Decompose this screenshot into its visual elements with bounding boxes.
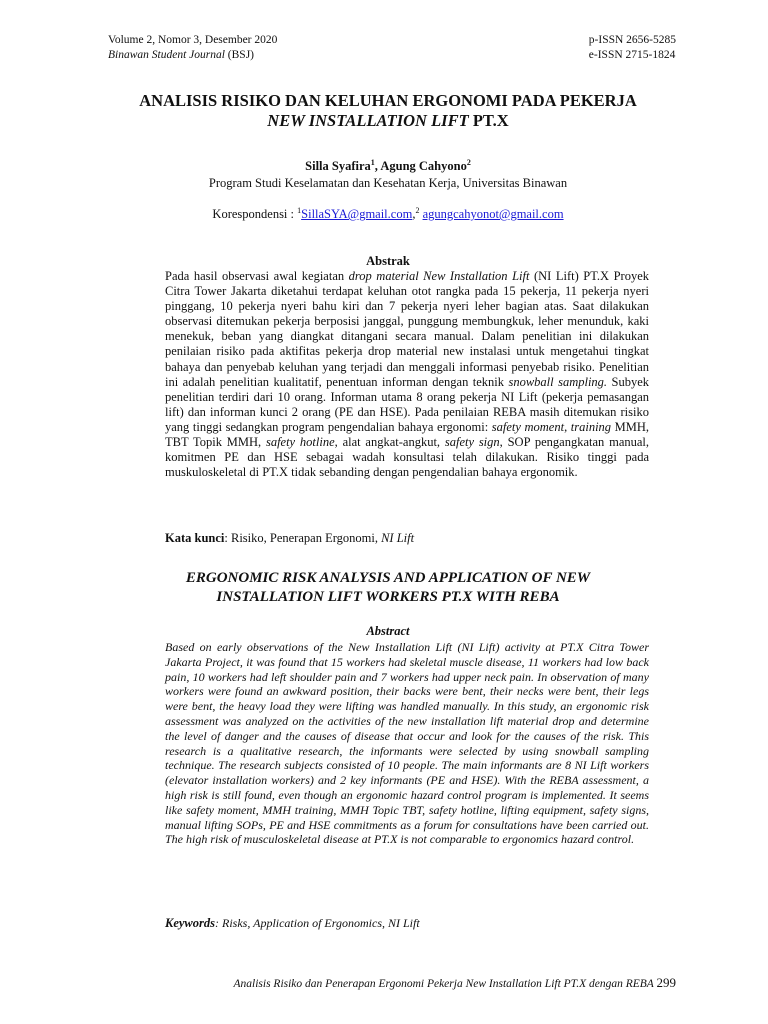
abstrak-text-7: , SOP pengangkatan manual, komitmen PE dan HSE sebagai wadah konsultasi telah dilakukan. Risiko tinggi pada muskuloskeletal di PT.X tidak sebanding dengan pengendalian bahaya ergonomik. <box>165 435 650 480</box>
page-footer <box>233 975 676 991</box>
title-line-1: ANALISIS RISIKO DAN KELUHAN ERGONOMI PADA PEKERJA <box>139 91 637 110</box>
author-1: Silla Syafira <box>305 159 371 173</box>
email-comma: , <box>412 207 416 221</box>
abstrak-body <box>165 269 649 480</box>
kata-kunci-label: Kata kunci <box>165 531 225 545</box>
author-separator: , <box>374 159 381 173</box>
abstrak-italic-3: safety moment <box>491 419 565 434</box>
abstrak-italic-4: training <box>570 419 612 434</box>
abstract-heading: Abstract <box>366 624 410 638</box>
affiliation: Program Studi Keselamatan dan Kesehatan Kerja, Universitas Binawan <box>208 176 568 190</box>
english-title-line-1: ERGONOMIC RISK ANALYSIS AND APPLICATION OF NEW <box>185 570 591 586</box>
paper-title <box>100 91 676 131</box>
journal-abbr: (BSJ) <box>227 49 254 61</box>
kata-kunci-italic: NI Lift <box>381 531 415 545</box>
e-issn: e-ISSN 2715-1824 <box>588 49 676 61</box>
kata-kunci <box>165 531 414 546</box>
running-title: Analisis Risiko dan Penerapan Ergonomi Pekerja New Installation Lift PT.X dengan REBA <box>233 978 654 990</box>
author-2: Agung Cahyono <box>380 159 467 173</box>
author-2-sup: 2 <box>466 157 471 167</box>
kata-kunci-text: : Risiko, Penerapan Ergonomi, <box>224 531 382 545</box>
header-right <box>589 33 676 63</box>
title-line-2 <box>100 111 676 131</box>
abstrak-italic-5: safety hotline <box>265 435 335 450</box>
authors-block <box>100 158 676 192</box>
page-number: 299 <box>656 975 676 990</box>
email-link-2[interactable]: agungcahyonot@gmail.com <box>422 207 564 221</box>
keywords-label: Keywords <box>165 916 215 930</box>
author-1-sup: 1 <box>370 157 375 167</box>
correspondence-label: Korespondensi : <box>212 207 298 221</box>
header-left <box>108 33 277 63</box>
author-names <box>100 158 676 175</box>
abstrak-text-2: (NI Lift) PT.X Proyek Citra Tower Jakarta diketahui terdapat keluhan otot rangka pada 15 pekerja, 11 pekerja nyeri pinggang, 10 pekerja nyeri bahu kiri dan 7 pekerja nyeri leher bagian atas. Saat dilakukan observasi ditemukan pekerja berposisi janggal, punggung membungkuk, leher menunduk, kaki menekuk, beban yang diangkat ditangani secara manual. Dalam penelitian ini dilakukan penilaian risiko pada aktifitas pekerja drop material new instalasi untuk mengetahui tingkat bahaya dan penyebab keluhan yang terjadi dan menggali informasi penyebab risiko. Penelitian ini adalah penelitian kualitatif, penentuan informan dengan teknik <box>165 269 649 389</box>
keywords-text: : Risks, Application of Ergonomics, NI Lift <box>215 916 420 930</box>
title-rest: PT.X <box>468 111 509 130</box>
abstrak-text-4: , <box>564 419 571 434</box>
english-title-line-2: INSTALLATION LIFT WORKERS PT.X WITH REBA <box>216 589 560 605</box>
keywords <box>165 916 420 931</box>
abstrak-text-1: Pada hasil observasi awal kegiatan <box>165 269 349 283</box>
abstrak-italic-6: safety sign <box>444 435 500 450</box>
journal-name-line <box>108 48 277 63</box>
abstrak-italic-2: snowball sampling. <box>508 374 608 389</box>
abstrak-text-5: MMH, TBT Topik MMH, <box>165 419 650 450</box>
email-2-sup: 2 <box>415 205 420 215</box>
volume-info: Volume 2, Nomor 3, Desember 2020 <box>108 34 278 46</box>
english-title <box>100 569 676 607</box>
email-link-1[interactable]: SillaSYA@gmail.com <box>301 207 413 221</box>
correspondence <box>100 206 676 223</box>
journal-name: Binawan Student Journal <box>108 49 225 61</box>
abstrak-italic-1: drop material New Installation Lift <box>348 269 530 283</box>
abstrak-text-6: , alat angkat-angkut, <box>334 435 445 450</box>
abstrak-text-3: Subyek penelitian terdiri dari 10 orang. Informan utama 8 orang pekerja NI Lift (pekerja pemasangan lift) dan informan kunci 2 orang (PE dan HSE). Pada penilaian REBA masih ditemukan risiko yang tinggi sedangkan program pengendalian bahaya ergonomi: <box>165 374 649 434</box>
abstract-body: Based on early observations of the New Installation Lift (NI Lift) activity at PT.X Citra Tower Jakarta Project, it was found that 15 workers had skeletal muscle disease, 11 workers had low back pain, 10 workers had left shoulder pain and 7 workers had upper neck pain. In observation of many workers were found an awkward position, their backs were bent, their necks were bent, their legs were bent, the heavy load they were lifting was handled manually. In this study, an ergonomic risk assessment was analyzed on the activities of the new installation lift material drop and determine the level of danger and the causes of disease that occur and look for the causes of the risk. This research is a qualitative research, the informants were selected by using snowball sampling technique. The research subjects consisted of 10 people. The main informants are 8 NI Lift workers (elevator installation workers) and 2 key informants (PE and HSE). With the REBA assessment, a high risk is still found, even though an ergonomic hazard control program is implemented. It seems like safety moment, MMH training, MMH Topic TBT, safety hotline, lifting equipment, safety signs, manual lifting SOPs, PE and HSE commitments as a forum for consultations have been carried out. The high risk of musculoskeletal disease at PT.X is not comparable to ergonomics hazard control. <box>165 640 649 847</box>
title-italic: NEW INSTALLATION LIFT <box>267 111 469 130</box>
abstrak-heading: Abstrak <box>366 254 410 268</box>
email-1-sup: 1 <box>297 205 302 215</box>
p-issn: p-ISSN 2656-5285 <box>588 34 676 46</box>
